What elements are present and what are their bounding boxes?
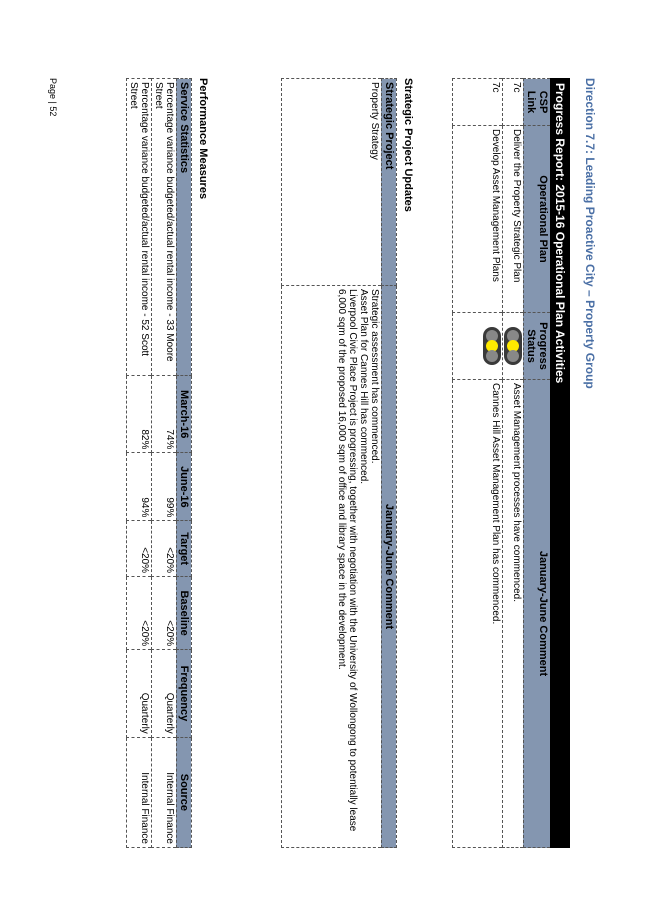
strategic-table bbox=[281, 78, 397, 848]
header-comment: January-June Comment bbox=[382, 286, 397, 848]
target-cell: <20% bbox=[127, 521, 152, 577]
traffic-light-icon bbox=[483, 327, 501, 365]
csp-cell: 7c bbox=[453, 79, 503, 126]
frequency-cell: Quarterly bbox=[152, 650, 177, 738]
page-title: Direction 7.7: Leading Proactive City – Property Group bbox=[583, 78, 597, 389]
performance-table bbox=[126, 78, 192, 848]
table-row bbox=[453, 79, 503, 848]
header-comment: January-June Comment bbox=[524, 380, 551, 848]
stat-cell: Percentage variance budgeted/actual rental income - 33 Moore Street bbox=[152, 79, 177, 376]
traffic-light-icon bbox=[504, 327, 522, 365]
source-cell: Internal Finance bbox=[127, 737, 152, 847]
project-cell: Property Strategy bbox=[282, 79, 382, 286]
header-strategic-project: Strategic Project bbox=[382, 79, 397, 286]
status-cell bbox=[453, 313, 503, 380]
header-progress-status: Progress Status bbox=[524, 313, 551, 380]
page-number: Page | 52 bbox=[48, 78, 58, 117]
comment-line: Strategic assessment has commenced. bbox=[369, 289, 380, 464]
june-cell: 94% bbox=[127, 453, 152, 521]
header-service-statistics: Service Statistics bbox=[177, 79, 192, 376]
frequency-cell: Quarterly bbox=[127, 650, 152, 738]
baseline-cell: <20% bbox=[152, 577, 177, 650]
table-row bbox=[127, 79, 152, 848]
plan-cell: Deliver the Property Strategic Plan bbox=[503, 126, 524, 313]
header-csp-link: CSP Link bbox=[524, 79, 551, 126]
target-cell: <20% bbox=[152, 521, 177, 577]
baseline-cell: <20% bbox=[127, 577, 152, 650]
csp-cell: 7c bbox=[503, 79, 524, 126]
comment-line: Asset Plan for Cannes Hill has commenced. bbox=[358, 289, 369, 485]
june-cell: 99% bbox=[152, 453, 177, 521]
header-frequency: Frequency bbox=[177, 650, 192, 738]
stat-cell: Percentage variance budgeted/actual rental income - 52 Scott Street bbox=[127, 79, 152, 376]
table-row bbox=[503, 79, 524, 848]
header-june: June-16 bbox=[177, 453, 192, 521]
plan-cell: Develop Asset Management Plans bbox=[453, 126, 503, 313]
header-target: Target bbox=[177, 521, 192, 577]
comment-line: Liverpool Civic Place Project is progressing, together with negotiation with the University of Wollongong to potentially lease 6,000 sqm of the proposed 16,000 sqm of office and library space in the development. bbox=[336, 289, 358, 832]
progress-report-banner: Progress Report: 2015-16 Operational Plan Activities bbox=[551, 79, 570, 848]
progress-report-table bbox=[452, 78, 570, 848]
comment-cell: Asset Management processes have commenced. bbox=[503, 380, 524, 848]
march-cell: 74% bbox=[152, 376, 177, 453]
march-cell: 82% bbox=[127, 376, 152, 453]
status-cell bbox=[503, 313, 524, 380]
table-row bbox=[282, 79, 382, 848]
strategic-section-title: Strategic Project Updates bbox=[402, 78, 414, 212]
source-cell: Internal Finance bbox=[152, 737, 177, 847]
table-row bbox=[152, 79, 177, 848]
performance-section-title: Performance Measures bbox=[197, 78, 209, 200]
header-baseline: Baseline bbox=[177, 577, 192, 650]
header-source: Source bbox=[177, 737, 192, 847]
header-march: March-16 bbox=[177, 376, 192, 453]
comment-cell bbox=[282, 286, 382, 848]
header-operational-plan: Operational Plan bbox=[524, 126, 551, 313]
comment-cell: Cannes Hill Asset Management Plan has commenced. bbox=[453, 380, 503, 848]
